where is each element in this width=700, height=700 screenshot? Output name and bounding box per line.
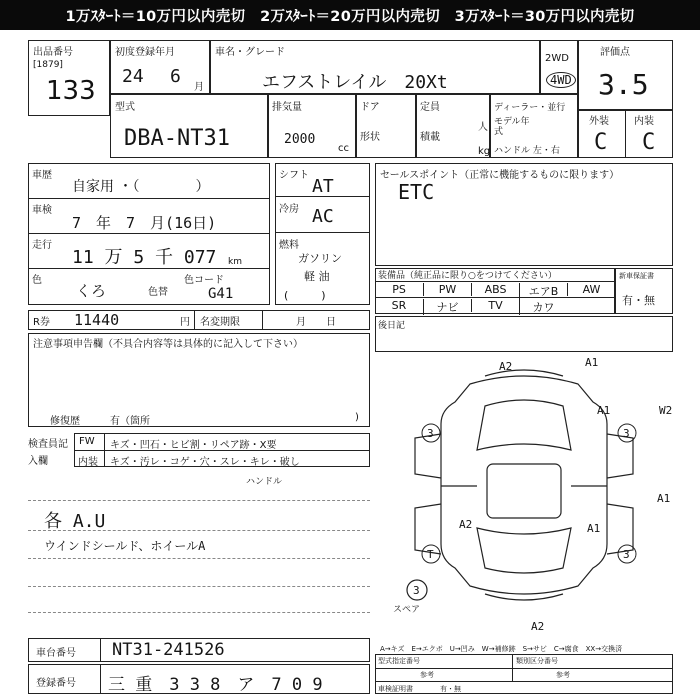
model-value: DBA-NT31 — [124, 126, 230, 151]
car-body-outline — [441, 376, 607, 594]
mark-3-front-right: 3 — [623, 427, 630, 440]
after-note-box — [375, 316, 673, 352]
shift-label: シフト — [279, 170, 309, 181]
recycle-value: 11440 — [74, 311, 120, 329]
load-label: 積載 — [420, 132, 440, 143]
inspection-cert-value: 有・無 — [440, 685, 461, 693]
fuel-gasoline: ガソリン — [298, 252, 342, 265]
car-name-label: 車名・グレード — [215, 47, 285, 58]
drive-value: 4WD — [546, 72, 576, 88]
handwritten-line-1: 各 A.U — [44, 511, 106, 532]
mark-t-rear-left: T — [427, 548, 434, 561]
plate-value: 三 重 3 3 8 ア 7 0 9 — [108, 675, 323, 695]
history-label: 車歴 — [32, 170, 52, 181]
transfer-unit: 月 日 — [296, 317, 336, 328]
drive-label: 2WD — [545, 53, 569, 64]
color-label: 色 — [32, 275, 42, 286]
interior-defects: キズ・汚レ・コゲ・穴・スレ・キレ・破し — [110, 457, 300, 468]
model-label: 型式 — [115, 102, 135, 113]
handwritten-note-small: ハンドル — [246, 477, 283, 487]
recycle-label: R券 — [33, 317, 50, 328]
exterior-label: 外装 — [589, 116, 609, 127]
inspection-label: 車検 — [32, 205, 52, 216]
grade-value: 3.5 — [598, 68, 649, 101]
color-change-label: 色替 — [148, 287, 168, 298]
capacity-unit: 人 — [478, 122, 488, 133]
dealer-label: ディーラー・並行 — [494, 103, 566, 113]
lot-number-sub: [1879] — [33, 60, 63, 70]
equipment-item: TV — [471, 299, 519, 312]
after-note-label: 後日記 — [378, 321, 406, 331]
mark-a2-left: A2 — [459, 518, 473, 531]
color-code-label: 色コード — [184, 275, 224, 286]
chassis-label: 車台番号 — [36, 648, 76, 659]
car-name-value: エフストレイル 20Xt — [262, 72, 448, 93]
transfer-label: 名変期限 — [200, 317, 240, 328]
mark-a1-mid: A1 — [587, 522, 601, 535]
mileage-label: 走行 — [32, 240, 52, 251]
shift-value: AT — [312, 176, 334, 197]
color-code-value: G41 — [208, 286, 234, 302]
sales-point-value: ETC — [398, 180, 435, 204]
equipment-row-2 — [375, 299, 615, 313]
mileage-unit: km — [228, 257, 242, 267]
door-label: ドア — [360, 102, 380, 113]
fw-label: FW — [79, 436, 95, 447]
auction-rules-banner: 1万ｽﾀｰﾄ＝10万円以内売切 2万ｽﾀｰﾄ＝20万円以内売切 3万ｽﾀｰﾄ＝30万円以内売切 — [0, 0, 700, 30]
ac-value: AC — [312, 206, 334, 227]
interior-label-row: 内装 — [78, 457, 98, 468]
inspector-label: 検査員記入欄 — [28, 439, 68, 467]
chassis-value: NT31-241526 — [112, 640, 225, 660]
ac-label: 冷房 — [279, 204, 299, 215]
registration-month-unit: 月 — [194, 82, 204, 93]
repair-label: 修復歴 — [50, 416, 80, 427]
mark-a1-right: A1 — [597, 404, 611, 417]
registration-month: 6 — [170, 66, 181, 87]
inspection-value: 7 年 7 月(16日) — [72, 214, 217, 232]
equipment-item: ABS — [471, 283, 519, 296]
displacement-label: 排気量 — [272, 102, 302, 113]
equipment-item: カワ — [519, 299, 567, 315]
equipment-item: AW — [567, 283, 615, 296]
mark-a1-top: A1 — [585, 356, 599, 369]
mark-3-spare: 3 — [413, 584, 420, 597]
equipment-item: PW — [423, 283, 471, 296]
displacement-value: 2000 — [284, 132, 316, 147]
handle-label: ハンドル 左・右 — [494, 146, 560, 156]
equipment-item: ナビ — [423, 299, 471, 315]
plate-label: 登録番号 — [36, 678, 76, 689]
fuel-other: ( ) — [284, 289, 326, 302]
registration-label: 初度登録年月 — [115, 47, 175, 58]
capacity-label: 定員 — [420, 102, 440, 113]
warranty-value: 有・無 — [622, 294, 655, 307]
history-value: 自家用 ・（ ） — [72, 179, 210, 195]
mark-a2-top: A2 — [499, 360, 513, 373]
mark-a2-bottom: A2 — [531, 620, 545, 633]
reference-label-2: 参考 — [556, 671, 570, 679]
mark-a1-far-right: A1 — [657, 492, 671, 505]
exterior-value: C — [594, 130, 608, 155]
model-year-label: モデル年式 — [494, 117, 530, 137]
mark-3-rear-right: 3 — [623, 548, 630, 561]
mark-3-front-left: 3 — [427, 427, 434, 440]
load-unit: kg — [478, 146, 491, 157]
warranty-label: 新車保証書 — [619, 272, 654, 280]
car-damage-diagram — [375, 354, 673, 633]
notes-title: 注意事項申告欄（不具合内容等は具体的に記入して下さい） — [33, 339, 303, 350]
equipment-row-1 — [375, 283, 615, 297]
reference-label-1: 参考 — [420, 671, 434, 679]
lot-number-value: 133 — [46, 76, 96, 106]
equipment-label: 装備品（純正品に限り○をつけてください） — [378, 271, 557, 281]
handwritten-line-2: ウインドシールド、ホイールA — [44, 539, 206, 553]
interior-label: 内装 — [634, 116, 654, 127]
registration-year: 24 — [122, 66, 144, 87]
interior-value: C — [642, 130, 656, 155]
inspection-cert-label: 車検証明書 — [378, 685, 413, 693]
shape-label: 形状 — [360, 132, 380, 143]
grade-label: 評価点 — [600, 47, 630, 58]
repair-value: 有（箇所 — [110, 416, 150, 427]
color-value: くろ — [76, 282, 107, 300]
mileage-value: 11 万 5 千 077 — [72, 247, 217, 268]
recycle-unit: 円 — [180, 317, 190, 328]
official-model-label: 型式指定番号 — [378, 657, 420, 665]
displacement-unit: cc — [338, 143, 349, 154]
class-number-label: 類別区分番号 — [516, 657, 558, 665]
exterior-defects: キズ・凹石・ヒビ割・リペア跡・X要 — [110, 440, 277, 451]
equipment-item: エアB — [519, 283, 567, 299]
mark-w2: W2 — [659, 404, 673, 417]
lot-number-label: 出品番号 — [33, 47, 73, 58]
fuel-label: 燃料 — [279, 240, 299, 251]
damage-legend: A→キズ E→エクボ U→凹み W→補修跡 S→サビ C→腐食 XX→交換済 — [380, 645, 623, 653]
fuel-diesel: 軽 油 — [304, 270, 330, 283]
sales-point-label: セールスポイント（正常に機能するものに限ります） — [380, 170, 620, 181]
equipment-item: PS — [392, 283, 406, 296]
spare-label: スペア — [393, 605, 421, 615]
equipment-item: SR — [391, 299, 407, 312]
